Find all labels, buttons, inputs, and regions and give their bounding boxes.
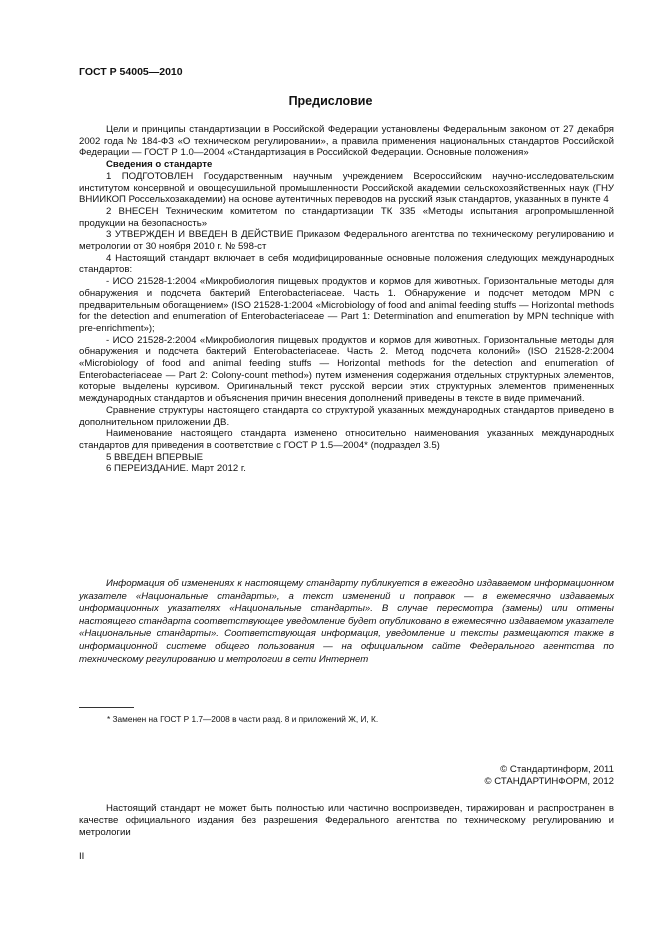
page-number: II <box>79 851 85 862</box>
item-4: 4 Настоящий стандарт включает в себя модифицированные основные положения следующих международных стандартов: <box>79 252 614 276</box>
item-4-name-change: Наименование настоящего стандарта изменено относительно наименования указанных международных стандартов для приведения в соответствие с ГОСТ Р 1.5—2004* (подраздел 3.5) <box>79 428 614 451</box>
foreword-body <box>79 124 614 475</box>
copyright-line-1: © Стандартинформ, 2011 <box>500 764 614 775</box>
info-block <box>79 578 614 666</box>
copyright-block <box>485 764 614 788</box>
item-4-iso-1: - ИСО 21528-1:2004 «Микробиология пищевых продуктов и кормов для животных. Горизонтальные методы для обнаружения и подсчета бактерий Enterobacteriaceae. Часть 1. Обнаружение и подсчет методом MPN с предварительным обогащением» (ISO 21528-1:2004 «Microbiology of food and animal feeding stuffs — Horizontal methods for the detection and enumeration of Enterobacteriaceae — Part 1: Determination and enumeration by MPN technique with pre-enrichment»); <box>79 276 614 334</box>
copyright-line-2: © СТАНДАРТИНФОРМ, 2012 <box>484 776 614 787</box>
item-4-iso-2: - ИСО 21528-2:2004 «Микробиология пищевых продуктов и кормов для животных. Горизонтальные методы для обнаружения и подсчета бактерий Enterobacteriaceae. Часть 2. Метод подсчета колоний» (ISO 21528-2:2004 «Microbiology of food and animal feeding stuffs — Horizontal methods for the detection and enumeration of Enterobacteriaceae — Part 2: Colony-count method») путем изменения содержания отдельных структурных элементов, которые выделены курсивом. Оригинальный текст русской версии этих структурных элементов примененных международных стандартов и объяснения причин внесения дополнений приведены в тексте в виде примечаний. <box>79 334 614 405</box>
item-6: 6 ПЕРЕИЗДАНИЕ. Март 2012 г. <box>106 463 246 475</box>
item-1: 1 ПОДГОТОВЛЕН Государственным научным учреждением Всероссийским научно-исследовательским институтом консервной и овощесушильной промышленности Российской академии сельскохозяйственных наук (ГНУ ВНИИКОП Россельхозакадемии) на основе аутентичных переводов на русский язык стандартов, указанных в пункте 4 <box>79 170 614 206</box>
item-3: 3 УТВЕРЖДЕН И ВВЕДЕН В ДЕЙСТВИЕ Приказом Федерального агентства по техническому регулированию и метрологии от 30 ноября 2010 г. № 598-ст <box>79 229 614 253</box>
page-title: Предисловие <box>288 94 373 108</box>
item-5: 5 ВВЕДЕН ВПЕРВЫЕ <box>106 451 204 463</box>
item-2: 2 ВНЕСЕН Техническим комитетом по стандартизации ТК 335 «Методы испытания агропромышленной продукции на безопасность» <box>79 205 614 229</box>
reproduction-notice <box>79 803 614 838</box>
intro-paragraph: Цели и принципы стандартизации в Российской Федерации установлены Федеральным законом от 27 декабря 2002 года № 184-ФЗ «О техническом регулировании», а правила применения национальных стандартов Российской Федерации — ГОСТ Р 1.0—2004 «Стандартизация в Российской Федерации. Основные положения» <box>79 124 614 159</box>
notice-paragraph: Настоящий стандарт не может быть полностью или частично воспроизведен, тиражирован и распространен в качестве официального издания без разрешения Федерального агентства по техническому регулированию и метрологии <box>79 803 614 838</box>
subheading: Сведения о стандарте <box>106 159 213 171</box>
footnote: * Заменен на ГОСТ Р 1.7—2008 в части разд. 8 и приложений Ж, И, К. <box>107 714 379 724</box>
document-id: ГОСТ Р 54005—2010 <box>79 66 183 78</box>
item-4-comparison: Сравнение структуры настоящего стандарта со структурой указанных международных стандартов приведено в дополнительном приложении ДВ. <box>79 404 614 428</box>
info-paragraph: Информация об изменениях к настоящему стандарту публикуется в ежегодно издаваемом информационном указателе «Национальные стандарты», а текст изменений и поправок — в ежемесячно издаваемых информационных указателях «Национальные стандарты». В случае пересмотра (замены) или отмены настоящего стандарта соответствующее уведомление будет опубликовано в ежемесячно издаваемом указателе «Национальные стандарты». Соответствующая информация, уведомление и тексты размещаются также в информационной системе общего пользования — на официальном сайте Федерального агентства по техническому регулированию и метрологии в сети Интернет <box>79 578 614 665</box>
footnote-divider <box>79 707 134 708</box>
